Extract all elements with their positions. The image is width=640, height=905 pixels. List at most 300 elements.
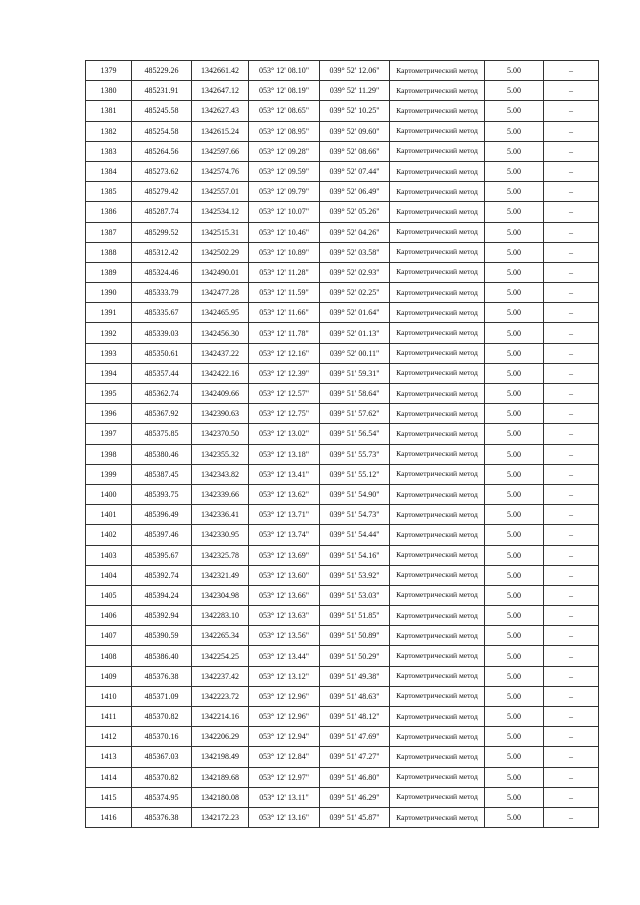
x-coordinate-cell: 485374.95 bbox=[132, 787, 192, 807]
accuracy-cell: 5.00 bbox=[485, 767, 544, 787]
table-row bbox=[86, 101, 599, 121]
y-coordinate-cell: 1342180.08 bbox=[192, 787, 249, 807]
table-row bbox=[86, 384, 599, 404]
table-row bbox=[86, 161, 599, 181]
table-row bbox=[86, 182, 599, 202]
y-coordinate-cell: 1342336.41 bbox=[192, 505, 249, 525]
description-cell: – bbox=[544, 585, 599, 605]
point-number-cell: 1398 bbox=[86, 444, 132, 464]
longitude-cell: 039° 51' 51.85" bbox=[320, 606, 390, 626]
point-number-cell: 1404 bbox=[86, 565, 132, 585]
table-row bbox=[86, 525, 599, 545]
longitude-cell: 039° 52' 09.60" bbox=[320, 121, 390, 141]
description-cell: – bbox=[544, 384, 599, 404]
accuracy-cell: 5.00 bbox=[485, 161, 544, 181]
x-coordinate-cell: 485370.16 bbox=[132, 727, 192, 747]
method-cell: Картометрический метод bbox=[390, 323, 485, 343]
x-coordinate-cell: 485245.58 bbox=[132, 101, 192, 121]
y-coordinate-cell: 1342321.49 bbox=[192, 565, 249, 585]
longitude-cell: 039° 51' 46.80" bbox=[320, 767, 390, 787]
point-number-cell: 1413 bbox=[86, 747, 132, 767]
description-cell: – bbox=[544, 464, 599, 484]
longitude-cell: 039° 52' 02.93" bbox=[320, 262, 390, 282]
description-cell: – bbox=[544, 303, 599, 323]
accuracy-cell: 5.00 bbox=[485, 141, 544, 161]
y-coordinate-cell: 1342214.16 bbox=[192, 707, 249, 727]
table-row bbox=[86, 747, 599, 767]
latitude-cell: 053° 12' 08.65" bbox=[249, 101, 320, 121]
description-cell: – bbox=[544, 787, 599, 807]
method-cell: Картометрический метод bbox=[390, 565, 485, 585]
description-cell: – bbox=[544, 606, 599, 626]
x-coordinate-cell: 485395.67 bbox=[132, 545, 192, 565]
accuracy-cell: 5.00 bbox=[485, 807, 544, 827]
accuracy-cell: 5.00 bbox=[485, 565, 544, 585]
table-row bbox=[86, 343, 599, 363]
x-coordinate-cell: 485333.79 bbox=[132, 283, 192, 303]
latitude-cell: 053° 12' 12.84" bbox=[249, 747, 320, 767]
method-cell: Картометрический метод bbox=[390, 525, 485, 545]
latitude-cell: 053° 12' 12.16" bbox=[249, 343, 320, 363]
description-cell: – bbox=[544, 343, 599, 363]
point-number-cell: 1415 bbox=[86, 787, 132, 807]
longitude-cell: 039° 52' 01.13" bbox=[320, 323, 390, 343]
accuracy-cell: 5.00 bbox=[485, 585, 544, 605]
accuracy-cell: 5.00 bbox=[485, 646, 544, 666]
description-cell: – bbox=[544, 747, 599, 767]
y-coordinate-cell: 1342283.10 bbox=[192, 606, 249, 626]
description-cell: – bbox=[544, 565, 599, 585]
latitude-cell: 053° 12' 12.96" bbox=[249, 686, 320, 706]
table-row bbox=[86, 505, 599, 525]
y-coordinate-cell: 1342627.43 bbox=[192, 101, 249, 121]
accuracy-cell: 5.00 bbox=[485, 283, 544, 303]
method-cell: Картометрический метод bbox=[390, 444, 485, 464]
method-cell: Картометрический метод bbox=[390, 505, 485, 525]
table-row bbox=[86, 222, 599, 242]
latitude-cell: 053° 12' 13.74" bbox=[249, 525, 320, 545]
table-row bbox=[86, 666, 599, 686]
longitude-cell: 039° 51' 54.44" bbox=[320, 525, 390, 545]
accuracy-cell: 5.00 bbox=[485, 343, 544, 363]
table-row bbox=[86, 646, 599, 666]
y-coordinate-cell: 1342223.72 bbox=[192, 686, 249, 706]
table-row bbox=[86, 767, 599, 787]
description-cell: – bbox=[544, 61, 599, 81]
y-coordinate-cell: 1342189.68 bbox=[192, 767, 249, 787]
table-row bbox=[86, 686, 599, 706]
table-row bbox=[86, 121, 599, 141]
latitude-cell: 053° 12' 13.12" bbox=[249, 666, 320, 686]
method-cell: Картометрический метод bbox=[390, 262, 485, 282]
point-number-cell: 1388 bbox=[86, 242, 132, 262]
latitude-cell: 053° 12' 13.69" bbox=[249, 545, 320, 565]
table-row bbox=[86, 404, 599, 424]
point-number-cell: 1403 bbox=[86, 545, 132, 565]
description-cell: – bbox=[544, 323, 599, 343]
point-number-cell: 1394 bbox=[86, 363, 132, 383]
method-cell: Картометрический метод bbox=[390, 686, 485, 706]
table-row bbox=[86, 424, 599, 444]
method-cell: Картометрический метод bbox=[390, 707, 485, 727]
description-cell: – bbox=[544, 444, 599, 464]
accuracy-cell: 5.00 bbox=[485, 747, 544, 767]
y-coordinate-cell: 1342172.23 bbox=[192, 807, 249, 827]
x-coordinate-cell: 485357.44 bbox=[132, 363, 192, 383]
latitude-cell: 053° 12' 13.02" bbox=[249, 424, 320, 444]
table-row bbox=[86, 626, 599, 646]
latitude-cell: 053° 12' 08.10" bbox=[249, 61, 320, 81]
latitude-cell: 053° 12' 10.89" bbox=[249, 242, 320, 262]
x-coordinate-cell: 485362.74 bbox=[132, 384, 192, 404]
point-number-cell: 1390 bbox=[86, 283, 132, 303]
y-coordinate-cell: 1342339.66 bbox=[192, 484, 249, 504]
description-cell: – bbox=[544, 646, 599, 666]
latitude-cell: 053° 12' 10.46" bbox=[249, 222, 320, 242]
description-cell: – bbox=[544, 666, 599, 686]
point-number-cell: 1401 bbox=[86, 505, 132, 525]
latitude-cell: 053° 12' 09.79" bbox=[249, 182, 320, 202]
y-coordinate-cell: 1342409.66 bbox=[192, 384, 249, 404]
latitude-cell: 053° 12' 13.62" bbox=[249, 484, 320, 504]
point-number-cell: 1400 bbox=[86, 484, 132, 504]
y-coordinate-cell: 1342254.25 bbox=[192, 646, 249, 666]
method-cell: Картометрический метод bbox=[390, 787, 485, 807]
method-cell: Картометрический метод bbox=[390, 141, 485, 161]
longitude-cell: 039° 52' 02.25" bbox=[320, 283, 390, 303]
description-cell: – bbox=[544, 424, 599, 444]
accuracy-cell: 5.00 bbox=[485, 424, 544, 444]
longitude-cell: 039° 51' 48.12" bbox=[320, 707, 390, 727]
description-cell: – bbox=[544, 141, 599, 161]
longitude-cell: 039° 51' 59.31" bbox=[320, 363, 390, 383]
method-cell: Картометрический метод bbox=[390, 303, 485, 323]
x-coordinate-cell: 485299.52 bbox=[132, 222, 192, 242]
accuracy-cell: 5.00 bbox=[485, 727, 544, 747]
longitude-cell: 039° 52' 01.64" bbox=[320, 303, 390, 323]
accuracy-cell: 5.00 bbox=[485, 101, 544, 121]
latitude-cell: 053° 12' 13.41" bbox=[249, 464, 320, 484]
x-coordinate-cell: 485397.46 bbox=[132, 525, 192, 545]
accuracy-cell: 5.00 bbox=[485, 626, 544, 646]
latitude-cell: 053° 12' 11.78" bbox=[249, 323, 320, 343]
table-row bbox=[86, 807, 599, 827]
x-coordinate-cell: 485380.46 bbox=[132, 444, 192, 464]
method-cell: Картометрический метод bbox=[390, 666, 485, 686]
y-coordinate-cell: 1342206.29 bbox=[192, 727, 249, 747]
table-row bbox=[86, 727, 599, 747]
point-number-cell: 1399 bbox=[86, 464, 132, 484]
longitude-cell: 039° 52' 03.58" bbox=[320, 242, 390, 262]
longitude-cell: 039° 51' 55.73" bbox=[320, 444, 390, 464]
longitude-cell: 039° 51' 47.69" bbox=[320, 727, 390, 747]
accuracy-cell: 5.00 bbox=[485, 61, 544, 81]
latitude-cell: 053° 12' 12.94" bbox=[249, 727, 320, 747]
point-number-cell: 1392 bbox=[86, 323, 132, 343]
longitude-cell: 039° 51' 55.12" bbox=[320, 464, 390, 484]
latitude-cell: 053° 12' 12.57" bbox=[249, 384, 320, 404]
method-cell: Картометрический метод bbox=[390, 363, 485, 383]
point-number-cell: 1385 bbox=[86, 182, 132, 202]
method-cell: Картометрический метод bbox=[390, 807, 485, 827]
y-coordinate-cell: 1342355.32 bbox=[192, 444, 249, 464]
y-coordinate-cell: 1342647.12 bbox=[192, 81, 249, 101]
longitude-cell: 039° 52' 11.29" bbox=[320, 81, 390, 101]
description-cell: – bbox=[544, 484, 599, 504]
accuracy-cell: 5.00 bbox=[485, 182, 544, 202]
method-cell: Картометрический метод bbox=[390, 747, 485, 767]
y-coordinate-cell: 1342477.28 bbox=[192, 283, 249, 303]
accuracy-cell: 5.00 bbox=[485, 323, 544, 343]
latitude-cell: 053° 12' 09.28" bbox=[249, 141, 320, 161]
description-cell: – bbox=[544, 202, 599, 222]
document-page bbox=[85, 60, 598, 828]
longitude-cell: 039° 51' 53.03" bbox=[320, 585, 390, 605]
accuracy-cell: 5.00 bbox=[485, 121, 544, 141]
y-coordinate-cell: 1342465.95 bbox=[192, 303, 249, 323]
latitude-cell: 053° 12' 13.16" bbox=[249, 807, 320, 827]
x-coordinate-cell: 485367.92 bbox=[132, 404, 192, 424]
x-coordinate-cell: 485396.49 bbox=[132, 505, 192, 525]
table-row bbox=[86, 283, 599, 303]
x-coordinate-cell: 485339.03 bbox=[132, 323, 192, 343]
table-row bbox=[86, 787, 599, 807]
x-coordinate-cell: 485370.82 bbox=[132, 707, 192, 727]
method-cell: Картометрический метод bbox=[390, 585, 485, 605]
method-cell: Картометрический метод bbox=[390, 767, 485, 787]
point-number-cell: 1384 bbox=[86, 161, 132, 181]
description-cell: – bbox=[544, 363, 599, 383]
y-coordinate-cell: 1342370.50 bbox=[192, 424, 249, 444]
point-number-cell: 1380 bbox=[86, 81, 132, 101]
description-cell: – bbox=[544, 807, 599, 827]
y-coordinate-cell: 1342325.78 bbox=[192, 545, 249, 565]
longitude-cell: 039° 52' 04.26" bbox=[320, 222, 390, 242]
y-coordinate-cell: 1342515.31 bbox=[192, 222, 249, 242]
longitude-cell: 039° 51' 45.87" bbox=[320, 807, 390, 827]
longitude-cell: 039° 51' 54.16" bbox=[320, 545, 390, 565]
latitude-cell: 053° 12' 12.96" bbox=[249, 707, 320, 727]
method-cell: Картометрический метод bbox=[390, 424, 485, 444]
latitude-cell: 053° 12' 09.59" bbox=[249, 161, 320, 181]
y-coordinate-cell: 1342456.30 bbox=[192, 323, 249, 343]
point-number-cell: 1416 bbox=[86, 807, 132, 827]
table-row bbox=[86, 141, 599, 161]
accuracy-cell: 5.00 bbox=[485, 262, 544, 282]
coordinates-table-body bbox=[86, 61, 599, 828]
accuracy-cell: 5.00 bbox=[485, 666, 544, 686]
accuracy-cell: 5.00 bbox=[485, 525, 544, 545]
point-number-cell: 1402 bbox=[86, 525, 132, 545]
accuracy-cell: 5.00 bbox=[485, 707, 544, 727]
point-number-cell: 1381 bbox=[86, 101, 132, 121]
longitude-cell: 039° 52' 00.11" bbox=[320, 343, 390, 363]
x-coordinate-cell: 485386.40 bbox=[132, 646, 192, 666]
latitude-cell: 053° 12' 13.60" bbox=[249, 565, 320, 585]
y-coordinate-cell: 1342661.42 bbox=[192, 61, 249, 81]
accuracy-cell: 5.00 bbox=[485, 303, 544, 323]
method-cell: Картометрический метод bbox=[390, 222, 485, 242]
table-row bbox=[86, 323, 599, 343]
x-coordinate-cell: 485324.46 bbox=[132, 262, 192, 282]
latitude-cell: 053° 12' 08.19" bbox=[249, 81, 320, 101]
x-coordinate-cell: 485279.42 bbox=[132, 182, 192, 202]
method-cell: Картометрический метод bbox=[390, 161, 485, 181]
latitude-cell: 053° 12' 10.07" bbox=[249, 202, 320, 222]
longitude-cell: 039° 52' 07.44" bbox=[320, 161, 390, 181]
x-coordinate-cell: 485312.42 bbox=[132, 242, 192, 262]
accuracy-cell: 5.00 bbox=[485, 404, 544, 424]
latitude-cell: 053° 12' 08.95" bbox=[249, 121, 320, 141]
x-coordinate-cell: 485367.03 bbox=[132, 747, 192, 767]
y-coordinate-cell: 1342343.82 bbox=[192, 464, 249, 484]
accuracy-cell: 5.00 bbox=[485, 363, 544, 383]
accuracy-cell: 5.00 bbox=[485, 81, 544, 101]
accuracy-cell: 5.00 bbox=[485, 606, 544, 626]
y-coordinate-cell: 1342304.98 bbox=[192, 585, 249, 605]
table-row bbox=[86, 81, 599, 101]
table-row bbox=[86, 363, 599, 383]
x-coordinate-cell: 485376.38 bbox=[132, 807, 192, 827]
description-cell: – bbox=[544, 686, 599, 706]
table-row bbox=[86, 303, 599, 323]
point-number-cell: 1406 bbox=[86, 606, 132, 626]
longitude-cell: 039° 51' 50.89" bbox=[320, 626, 390, 646]
longitude-cell: 039° 51' 58.64" bbox=[320, 384, 390, 404]
y-coordinate-cell: 1342422.16 bbox=[192, 363, 249, 383]
method-cell: Картометрический метод bbox=[390, 384, 485, 404]
table-row bbox=[86, 585, 599, 605]
latitude-cell: 053° 12' 12.75" bbox=[249, 404, 320, 424]
latitude-cell: 053° 12' 11.28" bbox=[249, 262, 320, 282]
x-coordinate-cell: 485264.56 bbox=[132, 141, 192, 161]
accuracy-cell: 5.00 bbox=[485, 384, 544, 404]
x-coordinate-cell: 485392.94 bbox=[132, 606, 192, 626]
y-coordinate-cell: 1342534.12 bbox=[192, 202, 249, 222]
method-cell: Картометрический метод bbox=[390, 101, 485, 121]
table-row bbox=[86, 262, 599, 282]
accuracy-cell: 5.00 bbox=[485, 202, 544, 222]
accuracy-cell: 5.00 bbox=[485, 222, 544, 242]
y-coordinate-cell: 1342265.34 bbox=[192, 626, 249, 646]
x-coordinate-cell: 485371.09 bbox=[132, 686, 192, 706]
longitude-cell: 039° 52' 12.06" bbox=[320, 61, 390, 81]
accuracy-cell: 5.00 bbox=[485, 444, 544, 464]
y-coordinate-cell: 1342557.01 bbox=[192, 182, 249, 202]
x-coordinate-cell: 485231.91 bbox=[132, 81, 192, 101]
table-row bbox=[86, 464, 599, 484]
point-number-cell: 1383 bbox=[86, 141, 132, 161]
point-number-cell: 1408 bbox=[86, 646, 132, 666]
method-cell: Картометрический метод bbox=[390, 646, 485, 666]
point-number-cell: 1393 bbox=[86, 343, 132, 363]
description-cell: – bbox=[544, 262, 599, 282]
method-cell: Картометрический метод bbox=[390, 283, 485, 303]
y-coordinate-cell: 1342198.49 bbox=[192, 747, 249, 767]
description-cell: – bbox=[544, 626, 599, 646]
method-cell: Картометрический метод bbox=[390, 182, 485, 202]
x-coordinate-cell: 485387.45 bbox=[132, 464, 192, 484]
method-cell: Картометрический метод bbox=[390, 545, 485, 565]
x-coordinate-cell: 485273.62 bbox=[132, 161, 192, 181]
x-coordinate-cell: 485393.75 bbox=[132, 484, 192, 504]
method-cell: Картометрический метод bbox=[390, 202, 485, 222]
y-coordinate-cell: 1342597.66 bbox=[192, 141, 249, 161]
table-row bbox=[86, 444, 599, 464]
description-cell: – bbox=[544, 222, 599, 242]
table-row bbox=[86, 61, 599, 81]
point-number-cell: 1414 bbox=[86, 767, 132, 787]
longitude-cell: 039° 51' 48.63" bbox=[320, 686, 390, 706]
longitude-cell: 039° 51' 49.38" bbox=[320, 666, 390, 686]
description-cell: – bbox=[544, 182, 599, 202]
latitude-cell: 053° 12' 13.56" bbox=[249, 626, 320, 646]
description-cell: – bbox=[544, 242, 599, 262]
latitude-cell: 053° 12' 11.59" bbox=[249, 283, 320, 303]
table-row bbox=[86, 242, 599, 262]
table-row bbox=[86, 606, 599, 626]
method-cell: Картометрический метод bbox=[390, 626, 485, 646]
point-number-cell: 1405 bbox=[86, 585, 132, 605]
method-cell: Картометрический метод bbox=[390, 606, 485, 626]
x-coordinate-cell: 485335.67 bbox=[132, 303, 192, 323]
accuracy-cell: 5.00 bbox=[485, 242, 544, 262]
method-cell: Картометрический метод bbox=[390, 61, 485, 81]
point-number-cell: 1391 bbox=[86, 303, 132, 323]
latitude-cell: 053° 12' 12.39" bbox=[249, 363, 320, 383]
point-number-cell: 1395 bbox=[86, 384, 132, 404]
description-cell: – bbox=[544, 161, 599, 181]
description-cell: – bbox=[544, 727, 599, 747]
description-cell: – bbox=[544, 121, 599, 141]
accuracy-cell: 5.00 bbox=[485, 464, 544, 484]
point-number-cell: 1409 bbox=[86, 666, 132, 686]
point-number-cell: 1410 bbox=[86, 686, 132, 706]
accuracy-cell: 5.00 bbox=[485, 545, 544, 565]
longitude-cell: 039° 51' 50.29" bbox=[320, 646, 390, 666]
x-coordinate-cell: 485375.85 bbox=[132, 424, 192, 444]
x-coordinate-cell: 485394.24 bbox=[132, 585, 192, 605]
accuracy-cell: 5.00 bbox=[485, 484, 544, 504]
longitude-cell: 039° 51' 46.29" bbox=[320, 787, 390, 807]
x-coordinate-cell: 485254.58 bbox=[132, 121, 192, 141]
longitude-cell: 039° 51' 54.73" bbox=[320, 505, 390, 525]
point-number-cell: 1397 bbox=[86, 424, 132, 444]
latitude-cell: 053° 12' 13.71" bbox=[249, 505, 320, 525]
method-cell: Картометрический метод bbox=[390, 343, 485, 363]
description-cell: – bbox=[544, 81, 599, 101]
point-number-cell: 1386 bbox=[86, 202, 132, 222]
method-cell: Картометрический метод bbox=[390, 727, 485, 747]
method-cell: Картометрический метод bbox=[390, 81, 485, 101]
latitude-cell: 053° 12' 13.18" bbox=[249, 444, 320, 464]
latitude-cell: 053° 12' 11.66" bbox=[249, 303, 320, 323]
x-coordinate-cell: 485376.38 bbox=[132, 666, 192, 686]
longitude-cell: 039° 51' 53.92" bbox=[320, 565, 390, 585]
coordinates-table bbox=[85, 60, 599, 828]
table-row bbox=[86, 707, 599, 727]
method-cell: Картометрический метод bbox=[390, 242, 485, 262]
method-cell: Картометрический метод bbox=[390, 464, 485, 484]
y-coordinate-cell: 1342437.22 bbox=[192, 343, 249, 363]
description-cell: – bbox=[544, 707, 599, 727]
y-coordinate-cell: 1342490.01 bbox=[192, 262, 249, 282]
point-number-cell: 1382 bbox=[86, 121, 132, 141]
accuracy-cell: 5.00 bbox=[485, 505, 544, 525]
point-number-cell: 1396 bbox=[86, 404, 132, 424]
latitude-cell: 053° 12' 13.11" bbox=[249, 787, 320, 807]
point-number-cell: 1379 bbox=[86, 61, 132, 81]
